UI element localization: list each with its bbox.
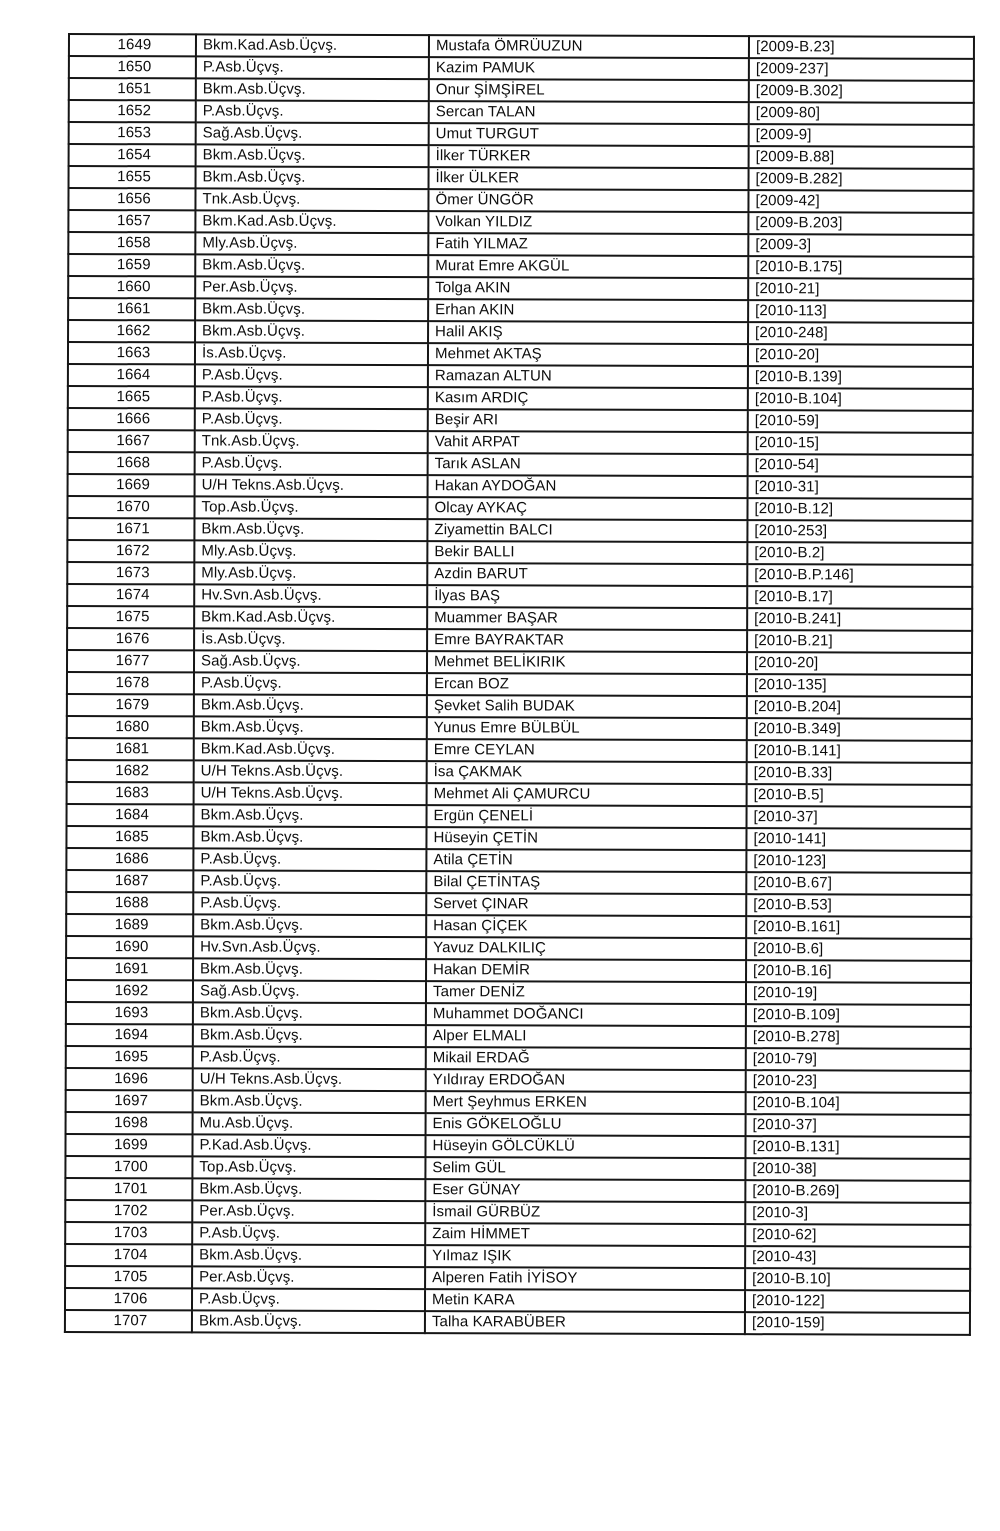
table-row: [67, 760, 972, 785]
cell-ad-soyad: Yavuz DALKILIÇ: [426, 937, 746, 960]
cell-ad-soyad: Mikail ERDAĞ: [426, 1047, 746, 1070]
cell-ad-soyad: Mustafa ÖMRÜUZUN: [429, 35, 749, 58]
cell-sira-no: 1698: [66, 1112, 193, 1134]
cell-kayit-no: [2010-253]: [747, 520, 972, 543]
cell-sira-no: 1677: [67, 650, 194, 672]
cell-ad-soyad: Tarık ASLAN: [428, 453, 748, 476]
table-row: [66, 848, 971, 873]
cell-sira-no: 1697: [66, 1090, 193, 1112]
cell-kayit-no: [2010-37]: [747, 806, 972, 829]
cell-ad-soyad: Azdin BARUT: [427, 563, 747, 586]
table-row: [66, 936, 971, 961]
cell-rutbe: Bkm.Asb.Üçvş.: [193, 826, 426, 849]
table-row: [68, 320, 973, 345]
table-row: [66, 1046, 971, 1071]
cell-ad-soyad: İlyas BAŞ: [427, 585, 747, 608]
cell-sira-no: 1704: [65, 1244, 192, 1266]
table-row: [69, 122, 974, 147]
table-row: [66, 1112, 971, 1137]
cell-sira-no: 1676: [67, 628, 194, 650]
cell-sira-no: 1675: [67, 606, 194, 628]
cell-ad-soyad: Hakan DEMİR: [426, 959, 746, 982]
cell-rutbe: Mly.Asb.Üçvş.: [195, 232, 428, 255]
cell-ad-soyad: Umut TURGUT: [429, 123, 749, 146]
cell-sira-no: 1669: [68, 474, 195, 496]
cell-sira-no: 1665: [68, 386, 195, 408]
table-row: [66, 1090, 971, 1115]
cell-sira-no: 1661: [68, 298, 195, 320]
cell-rutbe: Bkm.Asb.Üçvş.: [192, 1178, 425, 1201]
cell-ad-soyad: Ramazan ALTUN: [428, 365, 748, 388]
cell-kayit-no: [2010-B.21]: [747, 630, 972, 653]
cell-kayit-no: [2010-B.278]: [746, 1026, 971, 1049]
cell-kayit-no: [2010-54]: [748, 454, 973, 477]
table-row: [68, 188, 973, 213]
cell-rutbe: P.Asb.Üçvş.: [196, 56, 429, 79]
cell-sira-no: 1656: [68, 188, 195, 210]
cell-ad-soyad: Sercan TALAN: [429, 101, 749, 124]
cell-sira-no: 1695: [66, 1046, 193, 1068]
table-row: [65, 1178, 970, 1203]
cell-ad-soyad: Olcay AYKAÇ: [427, 497, 747, 520]
table-row: [68, 364, 973, 389]
cell-rutbe: Mu.Asb.Üçvş.: [193, 1112, 426, 1135]
cell-kayit-no: [2010-B.204]: [747, 696, 972, 719]
cell-rutbe: Top.Asb.Üçvş.: [192, 1156, 425, 1179]
cell-sira-no: 1692: [66, 980, 193, 1002]
cell-ad-soyad: Tamer DENİZ: [426, 981, 746, 1004]
cell-sira-no: 1705: [65, 1266, 192, 1288]
cell-sira-no: 1693: [66, 1002, 193, 1024]
cell-sira-no: 1672: [67, 540, 194, 562]
cell-rutbe: P.Asb.Üçvş.: [193, 870, 426, 893]
cell-ad-soyad: Erhan AKIN: [428, 299, 748, 322]
cell-rutbe: Bkm.Asb.Üçvş.: [192, 1244, 425, 1267]
cell-ad-soyad: Mert Şeyhmus ERKEN: [426, 1091, 746, 1114]
cell-sira-no: 1649: [69, 34, 196, 56]
cell-rutbe: Bkm.Asb.Üçvş.: [194, 518, 427, 541]
cell-rutbe: U/H Tekns.Asb.Üçvş.: [194, 760, 427, 783]
cell-kayit-no: [2010-31]: [748, 476, 973, 499]
cell-sira-no: 1659: [68, 254, 195, 276]
table-row: [68, 232, 973, 257]
cell-kayit-no: [2010-159]: [745, 1312, 970, 1335]
cell-kayit-no: [2010-B.104]: [748, 388, 973, 411]
cell-ad-soyad: Mehmet BELİKIRIK: [427, 651, 747, 674]
cell-sira-no: 1668: [68, 452, 195, 474]
cell-ad-soyad: Alper ELMALI: [426, 1025, 746, 1048]
table-row: [65, 1156, 970, 1181]
cell-ad-soyad: Atila ÇETİN: [426, 849, 746, 872]
cell-rutbe: Bkm.Asb.Üçvş.: [194, 716, 427, 739]
cell-rutbe: Hv.Svn.Asb.Üçvş.: [193, 936, 426, 959]
cell-kayit-no: [2010-B.P.146]: [747, 564, 972, 587]
cell-sira-no: 1651: [69, 78, 196, 100]
table-row: [67, 518, 972, 543]
table-row: [65, 1310, 970, 1335]
personnel-table: [64, 33, 975, 1336]
cell-kayit-no: [2010-B.6]: [746, 938, 971, 961]
table-row: [69, 100, 974, 125]
table-row: [66, 892, 971, 917]
cell-kayit-no: [2010-B.5]: [747, 784, 972, 807]
cell-rutbe: Bkm.Asb.Üçvş.: [193, 1002, 426, 1025]
table-row: [68, 342, 973, 367]
cell-rutbe: P.Asb.Üçvş.: [192, 1222, 425, 1245]
cell-ad-soyad: Ergün ÇENELİ: [427, 805, 747, 828]
cell-rutbe: P.Asb.Üçvş.: [193, 892, 426, 915]
cell-rutbe: P.Asb.Üçvş.: [195, 452, 428, 475]
cell-rutbe: Bkm.Asb.Üçvş.: [194, 694, 427, 717]
cell-rutbe: Bkm.Kad.Asb.Üçvş.: [194, 738, 427, 761]
cell-ad-soyad: Alperen Fatih İYİSOY: [425, 1267, 745, 1290]
table-row: [68, 276, 973, 301]
cell-rutbe: Bkm.Asb.Üçvş.: [196, 166, 429, 189]
cell-sira-no: 1673: [67, 562, 194, 584]
table-row: [68, 452, 973, 477]
cell-sira-no: 1653: [69, 122, 196, 144]
cell-kayit-no: [2010-B.67]: [746, 872, 971, 895]
cell-sira-no: 1699: [65, 1134, 192, 1156]
table-row: [67, 540, 972, 565]
cell-sira-no: 1707: [65, 1310, 192, 1332]
table-row: [67, 672, 972, 697]
cell-rutbe: Bkm.Asb.Üçvş.: [193, 1090, 426, 1113]
cell-sira-no: 1702: [65, 1200, 192, 1222]
cell-rutbe: P.Kad.Asb.Üçvş.: [192, 1134, 425, 1157]
table-row: [68, 254, 973, 279]
cell-kayit-no: [2010-59]: [748, 410, 973, 433]
cell-rutbe: Bkm.Asb.Üçvş.: [195, 298, 428, 321]
cell-kayit-no: [2010-B.104]: [746, 1092, 971, 1115]
cell-kayit-no: [2010-B.16]: [746, 960, 971, 983]
cell-kayit-no: [2009-B.88]: [749, 146, 974, 169]
cell-kayit-no: [2010-B.349]: [747, 718, 972, 741]
cell-rutbe: Mly.Asb.Üçvş.: [194, 540, 427, 563]
cell-ad-soyad: Talha KARABÜBER: [425, 1311, 745, 1334]
cell-kayit-no: [2010-B.53]: [746, 894, 971, 917]
cell-rutbe: P.Asb.Üçvş.: [196, 100, 429, 123]
cell-ad-soyad: Bekir BALLI: [427, 541, 747, 564]
cell-rutbe: P.Asb.Üçvş.: [195, 386, 428, 409]
cell-sira-no: 1663: [68, 342, 195, 364]
cell-sira-no: 1696: [66, 1068, 193, 1090]
cell-sira-no: 1690: [66, 936, 193, 958]
cell-kayit-no: [2010-B.17]: [747, 586, 972, 609]
cell-ad-soyad: İsa ÇAKMAK: [427, 761, 747, 784]
cell-ad-soyad: Mehmet Ali ÇAMURCU: [427, 783, 747, 806]
cell-ad-soyad: Eser GÜNAY: [425, 1179, 745, 1202]
cell-sira-no: 1685: [66, 826, 193, 848]
table-row: [67, 562, 972, 587]
cell-sira-no: 1674: [67, 584, 194, 606]
cell-kayit-no: [2010-141]: [746, 828, 971, 851]
cell-kayit-no: [2010-B.241]: [747, 608, 972, 631]
cell-ad-soyad: Hüseyin ÇETİN: [426, 827, 746, 850]
cell-sira-no: 1703: [65, 1222, 192, 1244]
cell-sira-no: 1686: [66, 848, 193, 870]
cell-rutbe: Hv.Svn.Asb.Üçvş.: [194, 584, 427, 607]
cell-rutbe: İs.Asb.Üçvş.: [194, 628, 427, 651]
cell-ad-soyad: Volkan YILDIZ: [428, 211, 748, 234]
cell-ad-soyad: İlker ÜLKER: [429, 167, 749, 190]
cell-kayit-no: [2010-B.33]: [747, 762, 972, 785]
table-row: [65, 1288, 970, 1313]
cell-kayit-no: [2010-248]: [748, 322, 973, 345]
cell-kayit-no: [2010-15]: [748, 432, 973, 455]
cell-sira-no: 1691: [66, 958, 193, 980]
cell-rutbe: Sağ.Asb.Üçvş.: [193, 980, 426, 1003]
table-row: [65, 1200, 970, 1225]
cell-ad-soyad: Yıldıray ERDOĞAN: [426, 1069, 746, 1092]
cell-ad-soyad: Muammer BAŞAR: [427, 607, 747, 630]
cell-ad-soyad: Ömer ÜNGÖR: [428, 189, 748, 212]
cell-rutbe: P.Asb.Üçvş.: [192, 1288, 425, 1311]
table-row: [66, 826, 971, 851]
cell-rutbe: Bkm.Asb.Üçvş.: [196, 144, 429, 167]
cell-ad-soyad: Servet ÇINAR: [426, 893, 746, 916]
cell-rutbe: Sağ.Asb.Üçvş.: [196, 122, 429, 145]
cell-kayit-no: [2009-3]: [748, 234, 973, 257]
cell-kayit-no: [2009-9]: [749, 124, 974, 147]
table-row: [66, 958, 971, 983]
cell-kayit-no: [2009-B.203]: [748, 212, 973, 235]
cell-sira-no: 1650: [69, 56, 196, 78]
cell-rutbe: Tnk.Asb.Üçvş.: [195, 430, 428, 453]
cell-kayit-no: [2010-113]: [748, 300, 973, 323]
table-row: [65, 1244, 970, 1269]
cell-sira-no: 1671: [67, 518, 194, 540]
table-row: [67, 650, 972, 675]
cell-rutbe: Sağ.Asb.Üçvş.: [194, 650, 427, 673]
cell-sira-no: 1682: [67, 760, 194, 782]
cell-ad-soyad: Murat Emre AKGÜL: [428, 255, 748, 278]
cell-kayit-no: [2010-B.269]: [745, 1180, 970, 1203]
table-row: [66, 914, 971, 939]
cell-rutbe: P.Asb.Üçvş.: [194, 672, 427, 695]
cell-rutbe: Bkm.Asb.Üçvş.: [195, 254, 428, 277]
cell-sira-no: 1678: [67, 672, 194, 694]
cell-sira-no: 1694: [66, 1024, 193, 1046]
table-row: [66, 1002, 971, 1027]
cell-rutbe: Bkm.Asb.Üçvş.: [196, 78, 429, 101]
cell-kayit-no: [2010-123]: [746, 850, 971, 873]
cell-sira-no: 1652: [69, 100, 196, 122]
cell-ad-soyad: Selim GÜL: [425, 1157, 745, 1180]
cell-sira-no: 1658: [68, 232, 195, 254]
cell-ad-soyad: Enis GÖKELOĞLU: [426, 1113, 746, 1136]
cell-ad-soyad: Halil AKIŞ: [428, 321, 748, 344]
cell-rutbe: U/H Tekns.Asb.Üçvş.: [193, 1068, 426, 1091]
cell-kayit-no: [2010-B.161]: [746, 916, 971, 939]
cell-ad-soyad: Kasım ARDIÇ: [428, 387, 748, 410]
cell-kayit-no: [2010-122]: [745, 1290, 970, 1313]
table-row: [67, 496, 972, 521]
cell-kayit-no: [2010-20]: [747, 652, 972, 675]
table-row: [65, 1266, 970, 1291]
cell-kayit-no: [2010-B.109]: [746, 1004, 971, 1027]
table-row: [66, 980, 971, 1005]
cell-rutbe: Bkm.Kad.Asb.Üçvş.: [195, 210, 428, 233]
personnel-table-wrap: [64, 33, 975, 1336]
cell-ad-soyad: Emre BAYRAKTAR: [427, 629, 747, 652]
cell-sira-no: 1670: [67, 496, 194, 518]
cell-kayit-no: [2010-135]: [747, 674, 972, 697]
cell-kayit-no: [2009-42]: [748, 190, 973, 213]
cell-kayit-no: [2010-37]: [746, 1114, 971, 1137]
cell-sira-no: 1654: [69, 144, 196, 166]
cell-ad-soyad: Beşir ARI: [428, 409, 748, 432]
cell-kayit-no: [2010-23]: [746, 1070, 971, 1093]
table-row: [69, 78, 974, 103]
cell-rutbe: U/H Tekns.Asb.Üçvş.: [194, 782, 427, 805]
cell-rutbe: Top.Asb.Üçvş.: [194, 496, 427, 519]
cell-ad-soyad: Yılmaz IŞIK: [425, 1245, 745, 1268]
personnel-table-body: [65, 34, 974, 1335]
cell-ad-soyad: Metin KARA: [425, 1289, 745, 1312]
cell-rutbe: P.Asb.Üçvş.: [195, 364, 428, 387]
table-row: [67, 716, 972, 741]
table-row: [67, 694, 972, 719]
cell-rutbe: Bkm.Kad.Asb.Üçvş.: [196, 34, 429, 57]
table-row: [68, 386, 973, 411]
cell-ad-soyad: İsmail GÜRBÜZ: [425, 1201, 745, 1224]
table-row: [66, 1024, 971, 1049]
table-row: [68, 408, 973, 433]
cell-ad-soyad: Yunus Emre BÜLBÜL: [427, 717, 747, 740]
cell-rutbe: U/H Tekns.Asb.Üçvş.: [195, 474, 428, 497]
cell-rutbe: Per.Asb.Üçvş.: [192, 1266, 425, 1289]
cell-sira-no: 1689: [66, 914, 193, 936]
cell-rutbe: Bkm.Asb.Üçvş.: [195, 320, 428, 343]
cell-ad-soyad: Hüseyin GÖLCÜKLÜ: [425, 1135, 745, 1158]
cell-kayit-no: [2010-B.175]: [748, 256, 973, 279]
cell-kayit-no: [2010-43]: [745, 1246, 970, 1269]
cell-sira-no: 1657: [68, 210, 195, 232]
cell-sira-no: 1701: [65, 1178, 192, 1200]
cell-rutbe: Per.Asb.Üçvş.: [192, 1200, 425, 1223]
table-row: [66, 1068, 971, 1093]
cell-rutbe: Per.Asb.Üçvş.: [195, 276, 428, 299]
table-row: [69, 166, 974, 191]
cell-kayit-no: [2009-237]: [749, 58, 974, 81]
table-row: [67, 628, 972, 653]
cell-ad-soyad: Ziyamettin BALCI: [427, 519, 747, 542]
cell-ad-soyad: Bilal ÇETİNTAŞ: [426, 871, 746, 894]
cell-sira-no: 1679: [67, 694, 194, 716]
cell-rutbe: Mly.Asb.Üçvş.: [194, 562, 427, 585]
cell-sira-no: 1700: [65, 1156, 192, 1178]
cell-sira-no: 1664: [68, 364, 195, 386]
cell-rutbe: P.Asb.Üçvş.: [195, 408, 428, 431]
cell-rutbe: Bkm.Asb.Üçvş.: [194, 804, 427, 827]
cell-sira-no: 1655: [69, 166, 196, 188]
cell-sira-no: 1667: [68, 430, 195, 452]
table-row: [67, 738, 972, 763]
cell-ad-soyad: Onur ŞİMŞİREL: [429, 79, 749, 102]
table-row: [65, 1222, 970, 1247]
cell-sira-no: 1660: [68, 276, 195, 298]
cell-ad-soyad: Fatih YILMAZ: [428, 233, 748, 256]
cell-kayit-no: [2010-19]: [746, 982, 971, 1005]
cell-sira-no: 1687: [66, 870, 193, 892]
cell-rutbe: İs.Asb.Üçvş.: [195, 342, 428, 365]
cell-kayit-no: [2010-B.141]: [747, 740, 972, 763]
table-row: [69, 34, 974, 59]
cell-kayit-no: [2010-B.131]: [745, 1136, 970, 1159]
cell-ad-soyad: Hakan AYDOĞAN: [428, 475, 748, 498]
cell-sira-no: 1666: [68, 408, 195, 430]
cell-rutbe: Bkm.Kad.Asb.Üçvş.: [194, 606, 427, 629]
cell-kayit-no: [2010-B.12]: [747, 498, 972, 521]
table-row: [65, 1134, 970, 1159]
cell-kayit-no: [2010-B.139]: [748, 366, 973, 389]
cell-kayit-no: [2010-79]: [746, 1048, 971, 1071]
cell-kayit-no: [2010-20]: [748, 344, 973, 367]
cell-sira-no: 1684: [67, 804, 194, 826]
cell-rutbe: Bkm.Asb.Üçvş.: [193, 1024, 426, 1047]
cell-ad-soyad: İlker TÜRKER: [429, 145, 749, 168]
cell-sira-no: 1662: [68, 320, 195, 342]
table-row: [68, 474, 973, 499]
cell-kayit-no: [2009-80]: [749, 102, 974, 125]
cell-ad-soyad: Şevket Salih BUDAK: [427, 695, 747, 718]
table-row: [67, 606, 972, 631]
cell-ad-soyad: Mehmet AKTAŞ: [428, 343, 748, 366]
cell-ad-soyad: Tolga AKIN: [428, 277, 748, 300]
cell-kayit-no: [2010-21]: [748, 278, 973, 301]
cell-rutbe: Bkm.Asb.Üçvş.: [193, 914, 426, 937]
table-row: [66, 870, 971, 895]
table-row: [68, 210, 973, 235]
cell-rutbe: Bkm.Asb.Üçvş.: [193, 958, 426, 981]
cell-ad-soyad: Ercan BOZ: [427, 673, 747, 696]
cell-rutbe: Tnk.Asb.Üçvş.: [195, 188, 428, 211]
cell-kayit-no: [2009-B.302]: [749, 80, 974, 103]
cell-ad-soyad: Zaim HİMMET: [425, 1223, 745, 1246]
table-row: [67, 804, 972, 829]
table-row: [67, 782, 972, 807]
cell-sira-no: 1683: [67, 782, 194, 804]
cell-sira-no: 1681: [67, 738, 194, 760]
table-row: [68, 298, 973, 323]
cell-sira-no: 1680: [67, 716, 194, 738]
cell-kayit-no: [2010-38]: [745, 1158, 970, 1181]
cell-rutbe: P.Asb.Üçvş.: [193, 1046, 426, 1069]
cell-kayit-no: [2009-B.282]: [749, 168, 974, 191]
table-row: [68, 430, 973, 455]
table-row: [67, 584, 972, 609]
cell-ad-soyad: Emre CEYLAN: [427, 739, 747, 762]
table-row: [69, 56, 974, 81]
cell-kayit-no: [2010-B.10]: [745, 1268, 970, 1291]
cell-sira-no: 1706: [65, 1288, 192, 1310]
cell-rutbe: P.Asb.Üçvş.: [193, 848, 426, 871]
cell-sira-no: 1688: [66, 892, 193, 914]
cell-kayit-no: [2009-B.23]: [749, 36, 974, 59]
cell-kayit-no: [2010-3]: [745, 1202, 970, 1225]
cell-ad-soyad: Muhammet DOĞANCI: [426, 1003, 746, 1026]
table-row: [69, 144, 974, 169]
cell-kayit-no: [2010-B.2]: [747, 542, 972, 565]
cell-ad-soyad: Kazim PAMUK: [429, 57, 749, 80]
cell-ad-soyad: Vahit ARPAT: [428, 431, 748, 454]
cell-kayit-no: [2010-62]: [745, 1224, 970, 1247]
cell-rutbe: Bkm.Asb.Üçvş.: [192, 1310, 425, 1333]
cell-ad-soyad: Hasan ÇİÇEK: [426, 915, 746, 938]
